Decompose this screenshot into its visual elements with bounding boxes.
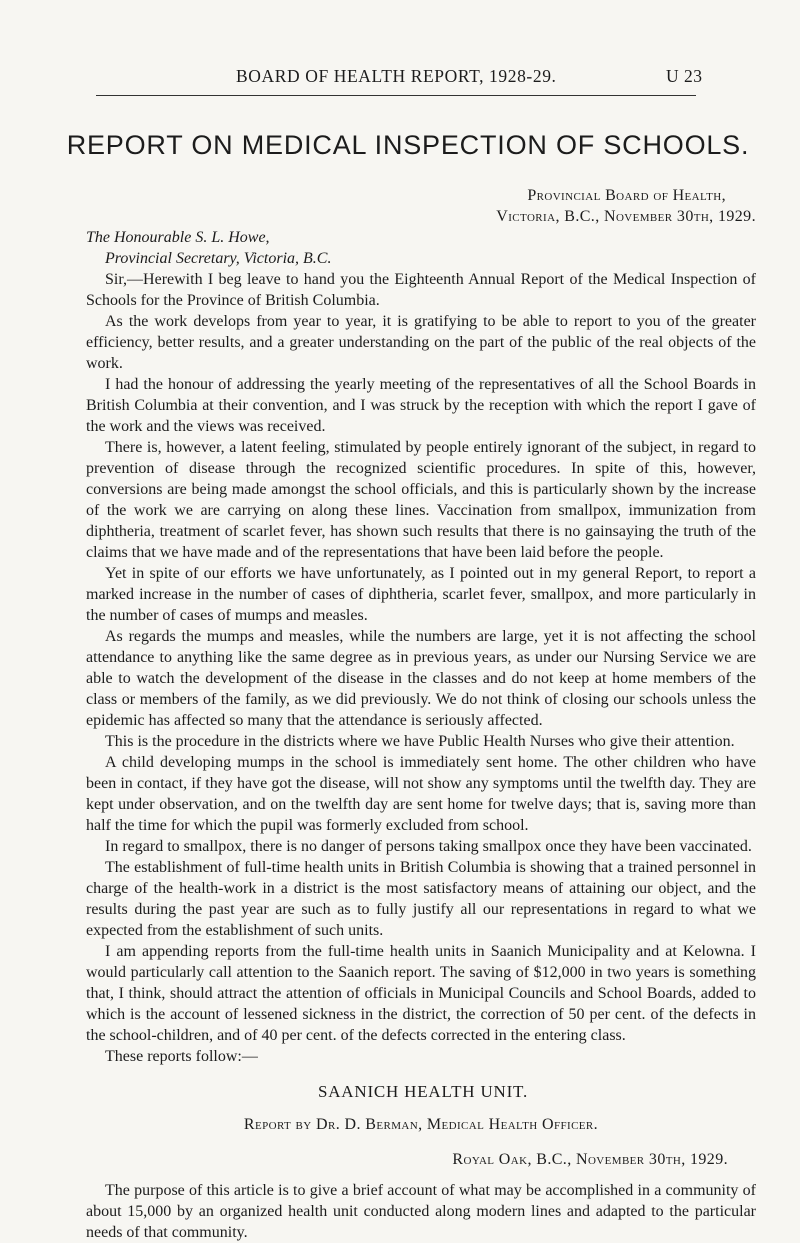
paragraph: In regard to smallpox, there is no danger of persons taking smallpox once they have been vaccinated. <box>105 838 752 855</box>
paragraph-salutation: Sir,—Herewith I beg leave to hand you the Eighteenth Annual Report of the Medical Inspection of Schools for the Province of British Columbia. <box>86 271 756 309</box>
section-dateline: Royal Oak, B.C., November 30th, 1929. <box>452 1151 728 1168</box>
paragraph: As the work develops from year to year, it is gratifying to be able to report to you of the greater efficiency, better results, and a greater understanding on the part of the public of the real objects of the work. <box>86 313 756 372</box>
paragraph: The establishment of full-time health units in British Columbia is showing that a trained personnel in charge of the health-work in a district is the most satisfactory means of attaining our object, and the results during the past year are such as to fully justify all our representations in regard to what we expected from the establishment of such units. <box>86 859 756 939</box>
section-heading: SAANICH HEALTH UNIT. <box>317 1082 529 1101</box>
running-title: BOARD OF HEALTH REPORT, 1928-29. <box>236 66 557 86</box>
running-header <box>0 66 800 90</box>
page-number: U 23 <box>666 66 703 86</box>
paragraph: I had the honour of addressing the yearly meeting of the representatives of all the School Boards in British Columbia at their convention, and I was struck by the reception with which the report I gave of the work and the views was received. <box>86 376 756 435</box>
letterhead-dateline: Victoria, B.C., November 30th, 1929. <box>496 208 756 225</box>
report-title: REPORT ON MEDICAL INSPECTION OF SCHOOLS. <box>66 130 750 160</box>
paragraph: Yet in spite of our efforts we have unfortunately, as I pointed out in my general Report, to report a marked increase in the number of cases of diphtheria, scarlet fever, smallpox, and more particularly in the number of cases of mumps and measles. <box>86 565 756 624</box>
header-rule <box>96 95 696 96</box>
paragraph: I am appending reports from the full-time health units in Saanich Municipality and at Kelowna. I would particularly call attention to the Saanich report. The saving of $12,000 in two years is something that, I think, should attract the attention of officials in Municipal Councils and School Boards, added to which is the account of lessened sickness in the district, the correction of 50 per cent. of the defects in the school-children, and of 40 per cent. of the defects corrected in the entering class. <box>86 943 756 1044</box>
paragraph: A child developing mumps in the school is immediately sent home. The other children who have been in contact, if they have got the disease, will not show any symptoms until the twelfth day. They are kept under observation, and on the twelfth day are sent home for twelve days; that is, saving more than half the time for which the pupil was formerly excluded from school. <box>86 754 756 834</box>
section-paragraph: The purpose of this article is to give a brief account of what may be accomplished in a community of about 15,000 by an organized health unit conducted along modern lines and adapted to the particular needs of that community. <box>86 1182 756 1241</box>
paragraph: As regards the mumps and measles, while the numbers are large, yet it is not affecting the school attendance to anything like the same degree as in previous years, as under our Nursing Service we are able to watch the development of the disease in the classes and do not keep at home members of the class or members of the family, as we did previously. We do not think of closing our schools unless the epidemic has affected so many that the attendance is seriously affected. <box>86 628 756 729</box>
paragraph: There is, however, a latent feeling, stimulated by people entirely ignorant of the subject, in regard to prevention of disease through the recognized scientific procedures. In spite of this, however, conversions are being made amongst the school officials, and this is particularly shown by the increase of the work we are carrying on along these lines. Vaccination from smallpox, immunization from diphtheria, treatment of scarlet fever, has shown such results that there is no gainsaying the truth of the claims that we have made and of the representations that have been laid before the people. <box>86 439 756 561</box>
letterhead-board: Provincial Board of Health, <box>527 187 726 204</box>
paragraph: These reports follow:— <box>105 1048 258 1065</box>
report-body <box>86 185 756 1243</box>
paragraph: This is the procedure in the districts where we have Public Health Nurses who give their attention. <box>105 733 735 750</box>
addressee-name: The Honourable S. L. Howe, <box>86 229 270 246</box>
addressee-office: Provincial Secretary, Victoria, B.C. <box>105 250 332 267</box>
section-byline: Report by Dr. D. Berman, Medical Health Officer. <box>243 1116 599 1133</box>
